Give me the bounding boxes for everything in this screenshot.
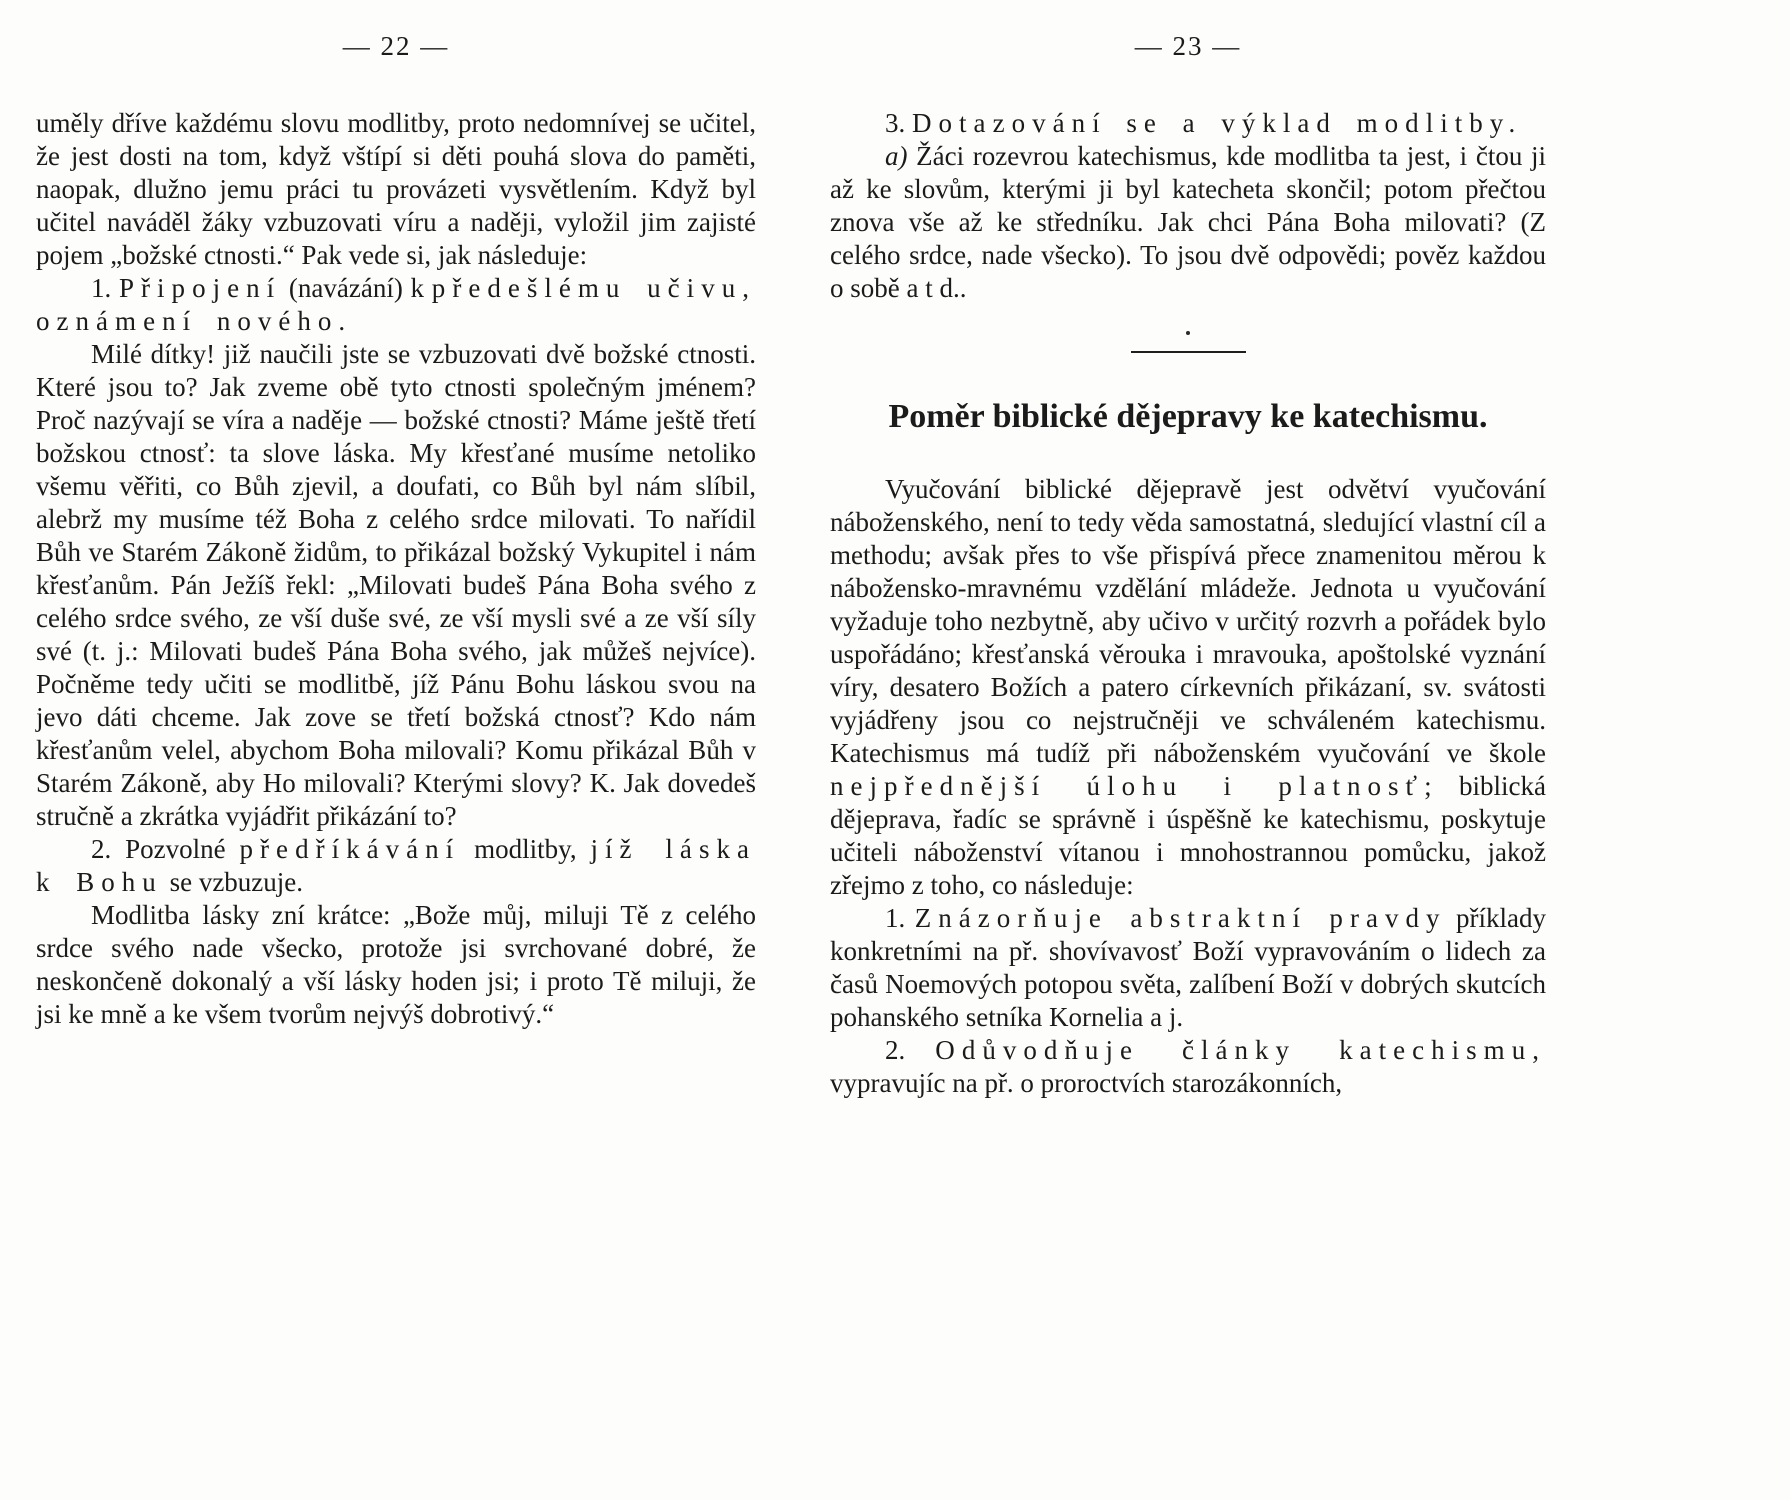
text-run: 2. Pozvolné [91,834,240,864]
numbered-subheading-3 [830,107,1546,140]
paragraph [830,473,1546,902]
text-run: příklady konkretními na př. shovívavosť Boží vypravováním o lidech za časů Noemových potopou světa, zalíbení Boží v dobrých skutcích pohanského setníka Kornelia a j. [830,903,1546,1032]
paragraph [36,338,756,833]
text-run: Milé dítky! již naučili jste se vzbuzovati dvě božské ctnosti. Které jsou to? Jak zveme obě tyto ctnosti společným jménem? Proč nazývají se víra a naděje — božské ctnosti? Máme ještě třetí božskou ctnosť: ta slove láska. My křesťané musíme netoliko všemu věřiti, co Bůh zjevil, a doufati, co Bůh byl nám slíbil, alebrž my musíme též Boha z celého srdce milovati. To nařídil Bůh ve Starém Zákoně židům, to přikázal božský Vykupitel i nám křesťanům. Pán Ježíš řekl: „Milovati budeš Pána Boha svého z celého srdce svého, ze vší duše své, ze vší mysli své a ze vší síly své (t. j.: Milovati budeš Pána Boha svého, jak můžeš nejvíce). Počněme tedy učiti se modlitbě, jíž Pánu Bohu láskou svou na jevo dáti chceme. Jak zove se třetí božská ctnosť? Kdo nám křesťanům velel, abychom Boha milovali? Komu přikázal Bůh v Starém Zákoně, aby Ho milovali? Kterými slovy? K. Jak dovedeš stručně a zkrátka vyjádřit přikázání to? [36,339,756,831]
left-page [36,30,756,1100]
spaced-run: Dotazování se a výklad modlitby. [912,108,1523,138]
paragraph [830,140,1546,305]
page-number-right: — 23 — [1134,31,1242,61]
spaced-run: Odůvodňuje články katechismu, [935,1035,1546,1065]
spaced-run: nejpřednější úlohu i platnosť [830,771,1425,801]
paragraph [36,899,756,1031]
text-run: (navázání) k [281,273,432,303]
spaced-run: předešlému učivu, oznámení nového. [36,273,756,336]
text-run: ; biblická dějeprava, řadíc se správně i úspěšně ke katechismu, poskytuje učiteli náboženství vítanou i mnohostrannou pomůcku, jakož zřejmo z toho, co následuje: [830,771,1546,900]
numbered-point-1 [830,902,1546,1034]
divider-line [1131,351,1246,353]
text-run: uměly dříve každému slovu modlitby, proto nedomnívej se učitel, že jest dosti na tom, když vštípí si děti pouhá slova do paměti, naopak, dlužno jemu práci tu provázeti vysvětlením. Když byl učitel naváděl žáky vzbuzovati víru a naději, vyložil jim zajisté pojem „božské ctnosti.“ Pak vede si, jak následuje: [36,108,756,270]
text-run: 1. [91,273,119,303]
paragraph-continuation [36,107,756,272]
numbered-subheading-2 [36,833,756,899]
text-run: 2. [885,1035,936,1065]
text-run: se vzbuzuje. [162,867,304,897]
section-divider [830,331,1546,353]
page-spread [36,30,1790,1100]
text-run: modlitby, [460,834,591,864]
numbered-subheading-1 [36,272,756,338]
text-run: Modlitba lásky zní krátce: „Bože můj, miluji Tě z celého srdce svého nade všecko, protože jsi svrchované dobré, že neskončeně dokonalý a vší lásky hoden jsi; i proto Tě miluji, že jsi ke mně a ke všem tvorům nejvýš dobrotivý.“ [36,900,756,1029]
right-page [830,30,1546,1100]
text-run: 3. [885,108,912,138]
page-number-left: — 22 — [342,31,450,61]
text-run: Vyučování biblické dějepravě jest odvětví vyučování náboženského, není to tedy věda samostatná, sledující vlastní cíl a methodu; avšak přes to vše přispívá přece znamenitou měrou k nábožensko-mravnému vzdělání mládeže. Jednota u vyučování vyžaduje toho nezbytně, aby učivo v určitý rozvrh a pořádek bylo uspořádáno; křesťanská věrouka i mravouka, apoštolské vyznání víry, desatero Božích a patero církevních přikázaní, sv. svátosti vyjádřeny jsou co nejstručněji ve schváleném katechismu. Katechismus má tudíž při náboženském vyučování ve škole [830,474,1546,768]
text-run: 1. [885,903,915,933]
italic-run: a) [885,141,908,171]
section-heading: Poměr biblické dějepravy ke katechismu. [888,398,1488,435]
spaced-run: Znázorňuje abstraktní pravdy [914,903,1447,933]
text-run: vypravujíc na př. o proroctvích starozákonních, [830,1068,1343,1098]
spaced-run: jíž láska k Bohu [36,834,756,897]
spaced-run: Připojení [118,273,282,303]
numbered-point-2 [830,1034,1546,1100]
divider-dot [1186,331,1190,335]
spaced-run: předříkávání [239,834,461,864]
text-run: Žáci rozevrou katechismus, kde modlitba ta jest, i čtou ji až ke slovům, kterými ji byl katecheta skončil; potom přečtou znova vše až ke středníku. Jak chci Pána Boha milovati? (Z celého srdce, nade všecko). To jsou dvě odpovědi; pověz každou o sobě a t d.. [830,141,1546,303]
